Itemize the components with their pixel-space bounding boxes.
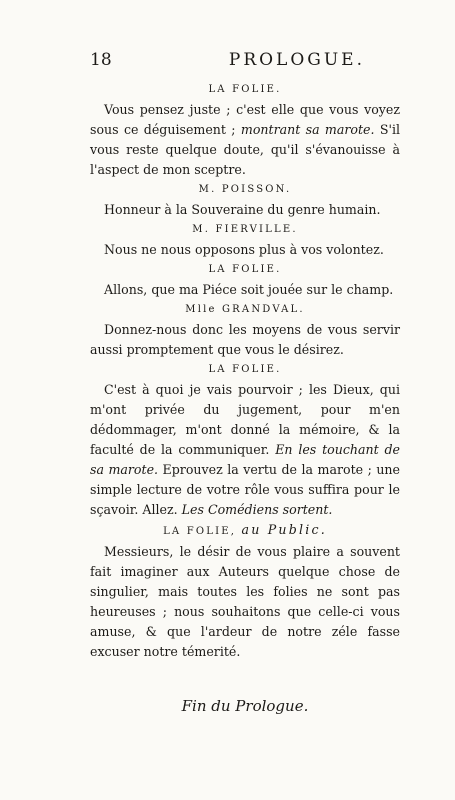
speech-text: Eprouvez la vertu de la marote ; une simple lecture de votre rôle vous suffira pour le sçavoir. Allez. <box>90 462 400 517</box>
stage-direction: Les Comédiens sortent. <box>181 502 333 517</box>
stage-direction: En les touchant de sa marote. <box>90 442 400 477</box>
stage-direction: montrant sa marote. <box>240 122 375 137</box>
speaker-name: LA FOLIE. <box>208 364 282 375</box>
speech-text: S'il vous reste quelque doute, qu'il s'évanouisse à l'aspect de mon sceptre. <box>90 122 401 177</box>
page-header <box>90 50 365 70</box>
speech-paragraph: Honneur à la Souveraine du genre humain. <box>104 202 381 217</box>
running-title: PROLOGUE. <box>228 50 365 70</box>
speech-text: C'est à quoi je vais pourvoir ; les Dieux, qui m'ont privée du jugement, pour m'en dédommager, m'ont donné la mémoire, & la faculté de la communiquer. <box>90 382 400 457</box>
speech-paragraph <box>90 380 400 520</box>
speech-paragraph: Donnez-nous donc les moyens de vous servir aussi promptement que vous le désirez. <box>90 322 400 357</box>
speaker-note: au Public. <box>241 522 327 537</box>
speech-paragraph: Messieurs, le désir de vous plaire a souvent fait imaginer aux Auteurs quelque chose de singulier, mais toutes les folies ne sont pas heureuses ; nous souhaitons que celle-ci vous amuse, & que l'ardeur de notre zéle fasse excuser notre témerité. <box>90 544 400 659</box>
speech-paragraph <box>90 100 400 180</box>
speech-paragraph: Nous ne nous opposons plus à vos volontez. <box>104 242 384 257</box>
speaker-name <box>90 520 400 542</box>
speaker-name: M. FIERVILLE. <box>192 224 298 235</box>
speaker-name: M. POISSON. <box>198 184 292 195</box>
page-number: 18 <box>90 50 112 70</box>
speaker-name: LA FOLIE. <box>208 84 282 95</box>
speech-paragraph: Allons, que ma Piéce soit jouée sur le champ. <box>104 282 394 297</box>
speaker-name: Mlle GRANDVAL. <box>185 304 305 315</box>
speaker-label: LA FOLIE, <box>163 526 237 537</box>
page-body <box>90 80 400 716</box>
speech-text: Vous pensez juste ; c'est elle que vous voyez sous ce déguisement ; <box>90 102 400 137</box>
closing-line: Fin du Prologue. <box>181 697 309 715</box>
speaker-name: LA FOLIE. <box>208 264 282 275</box>
